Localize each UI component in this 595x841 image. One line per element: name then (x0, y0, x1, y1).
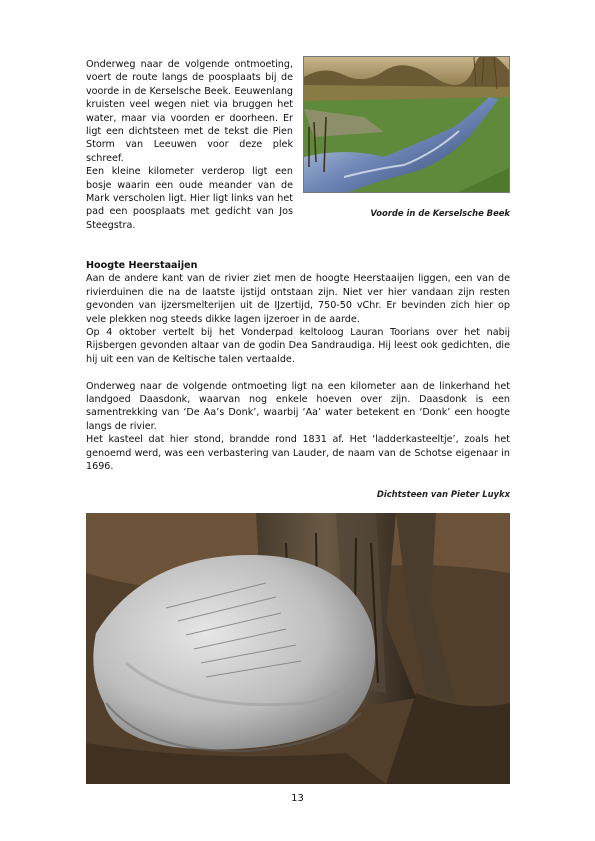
section-paragraph: Aan de andere kant van de rivier ziet men de hoogte Heerstaaijen liggen, een van de rivierduinen die na de laatste ijstijd ontstaan zijn. Niet ver hier vandaan zijn resten gevonden van ijzersmelterijen uit de IJzertijd, 750-50 vChr. Er bevinden zich hier op vele plekken nog steeds dikke lagen ijzeroer in de aarde. (86, 273, 510, 325)
stream-photo-caption: Voorde in de Kerselsche Beek (370, 208, 510, 218)
page-number: 13 (291, 793, 304, 804)
intro-paragraph: Een kleine kilometer verderop ligt een bosje waarin een oude meander van de Mark verscholen ligt. Hier ligt links van het pad een poosplaats met gedicht van Jos Steegstra. (86, 166, 293, 231)
stream-photo (303, 56, 510, 193)
intro-paragraph: Onderweg naar de volgende ontmoeting, voert de route langs de poosplaats bij de voorde in de Kerselsche Beek. Eeuwenlang kruisten veel wegen niet via bruggen het water, maar via voorden er doorheen. Er ligt een dichtsteen met de tekst die Pien Storm van Leeuwen voor deze plek schreef. (86, 59, 293, 164)
section-heading: Hoogte Heerstaaijen (86, 260, 198, 271)
section-paragraph: Het kasteel dat hier stond, brandde rond 1831 af. Het ‘ladderkasteeltje’, zoals het genoemd werd, was een verbastering van Lauder, de naam van de Schotse eigenaar in 1696. (86, 434, 510, 473)
poem-stone-illustration (86, 513, 510, 784)
stream-illustration (304, 57, 510, 193)
paragraph-gap (86, 366, 510, 379)
section-paragraph: Op 4 oktober vertelt bij het Vonderpad keltoloog Lauran Toorians over het nabij Rijsbergen gevonden altaar van de godin Dea Sandraudiga. Hij leest ook gedichten, die hij uit een van de Keltische talen vertaalde. (86, 327, 510, 365)
poem-stone-photo (86, 513, 510, 784)
heerstaaijen-section (86, 259, 510, 473)
section-paragraph: Onderweg naar de volgende ontmoeting ligt na een kilometer aan de linkerhand het landgoed Daasdonk, waarvan nog enkele hoeven over zijn. Daasdonk is een samentrekking van ‘De Aa’s Donk’, waarbij ‘Aa’ water betekent en ‘Donk’ een hoogte langs de rivier. (86, 380, 510, 432)
intro-text-column (86, 58, 293, 232)
poem-stone-photo-caption: Dichtsteen van Pieter Luykx (376, 489, 510, 499)
